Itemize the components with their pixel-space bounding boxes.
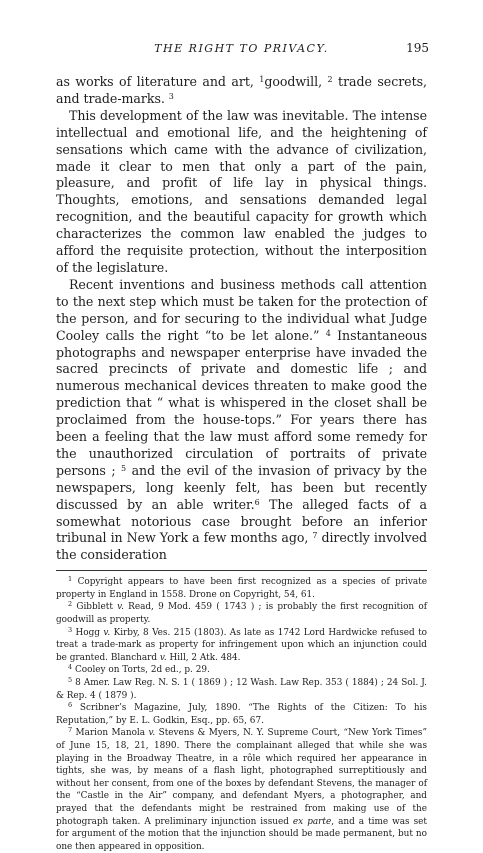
book-page — [56, 40, 427, 853]
footnote-marker: 4 — [68, 663, 73, 672]
text-run: Hill, 2 Atk. 484. — [166, 652, 241, 663]
text-run: goodwill, — [264, 74, 328, 89]
footnote — [56, 702, 427, 727]
paragraph — [56, 74, 427, 108]
body-text — [56, 74, 427, 564]
text-run: , and a time was set for argument of the motion that the injunction should be made permanent, but no one then appeared in opposition. — [56, 816, 427, 852]
footnote — [56, 727, 427, 853]
footnote-divider — [56, 570, 427, 571]
footnote — [56, 664, 427, 677]
text-run: Recent inventions and business methods call attention to the next step which must be taken for the protection of the person, and for securing to the individual what Judge Cooley calls the right “to be let alone.” — [56, 276, 427, 343]
footnote — [56, 677, 427, 702]
page-number: 195 — [406, 41, 429, 55]
footnote-marker: 6 — [254, 497, 260, 507]
text-run: Hogg — [72, 627, 104, 638]
text-run: trade secrets, and trade-marks. — [56, 74, 427, 106]
italic-text: v. — [103, 627, 111, 638]
text-run: Instantaneous photographs and newspaper enterprise have invaded the sacred precincts of private and domestic life ; and numerous mechanical devices threaten to make good the prediction that “ what is whispered in the closet shall be proclaimed from the house-tops.” For years there has been a feeling that the law must afford some remedy for the unauthorized circulation of portraits of private persons ; — [56, 327, 427, 478]
running-title: THE RIGHT TO PRIVACY. — [154, 42, 329, 55]
footnote-marker: 3 — [168, 91, 174, 101]
footnote-marker: 3 — [68, 625, 73, 634]
footnote — [56, 576, 427, 601]
text-run: Cooley on Torts, 2d ed., p. 29. — [72, 665, 210, 676]
paragraph — [56, 277, 427, 564]
page-header — [56, 40, 427, 58]
footnote-marker: 2 — [327, 75, 333, 84]
footnote-marker: 1 — [259, 75, 265, 84]
text-run: Marion Manola — [72, 728, 149, 739]
text-run: The alleged facts of a somewhat notorious case brought before an inferior tribunal in New York a few months ago, — [56, 496, 427, 546]
footnotes — [56, 576, 427, 853]
text-run: Copyright appears to have been first recognized as a species of private property in England in 1558. Drone on Copyright, 54, 61. — [56, 577, 427, 600]
footnote-marker: 6 — [68, 701, 73, 710]
text-run: Stevens & Myers, N. Y. Supreme Court, “New York Times” of June 15, 18, 21, 1890. There the complainant alleged that while she was playing in the Broadway Theatre, in a rôle which required her appearance in tights, she was, by means of a flash light, photographed surreptitiously and without her consent, from one of the boxes by defendant Stevens, the manager of the “Castle in the Air” company, and defendant Myers, a photographer, and prayed that the defendants might be restrained from making use of the photograph taken. A preliminary injunction issued — [56, 728, 427, 827]
text-run: Scribner’s Magazine, July, 1890. “The Rights of the Citizen: To his Reputation,” by E. L. Godkin, Esq., pp. 65, 67. — [56, 703, 427, 726]
text-run: Gibblett — [72, 602, 118, 613]
text-run: as works of literature and art, — [56, 74, 260, 89]
footnote-marker: 2 — [68, 600, 73, 609]
text-run: Read, 9 Mod. 459 ( 1743 ) ; is probably the first recognition of goodwill as property. — [56, 602, 427, 626]
footnote-marker: 7 — [312, 531, 318, 541]
italic-text: v. — [148, 728, 156, 739]
text-run: 8 Amer. Law Reg. N. S. 1 ( 1869 ) ; 12 Wash. Law Rep. 353 ( 1884) ; 24 Sol. J. & Rep. 4 ( 1879 ). — [56, 678, 427, 701]
italic-text: v. — [159, 652, 167, 663]
footnote-marker: 7 — [68, 726, 73, 735]
italic-text: v. — [117, 602, 124, 613]
text-run: directly involved the consideration — [56, 530, 427, 563]
italic-text: ex parte — [292, 816, 332, 827]
footnote-marker: 1 — [68, 575, 73, 584]
paragraph — [56, 108, 427, 277]
footnote-marker: 5 — [68, 676, 73, 685]
footnote-marker: 4 — [325, 328, 331, 338]
text-run: and the evil of the invasion of privacy by the newspapers, long keenly felt, has been but recently discussed by an able writer. — [56, 462, 427, 512]
footnote-marker: 5 — [121, 463, 127, 473]
text-run: Kirby, 8 Ves. 215 (1803). As late as 1742 Lord Hardwicke refused to treat a trade-mark as property for infringement upon which an injunction could be granted. Blanchard — [56, 627, 428, 663]
footnote — [56, 601, 427, 626]
footnote — [56, 627, 427, 665]
text-run: This development of the law was inevitable. The intense intellectual and emotional life, and the heightening of sensations which came with the advance of civilization, made it clear to men that only a part of the pain, pleasure, and profit of life lay in physical things. Thoughts, emotions, and sensations demanded legal recognition, and the beautiful capacity for growth which characterizes the common law enabled the judges to afford the requisite protection, without the interposition of the legislature. — [56, 107, 427, 275]
